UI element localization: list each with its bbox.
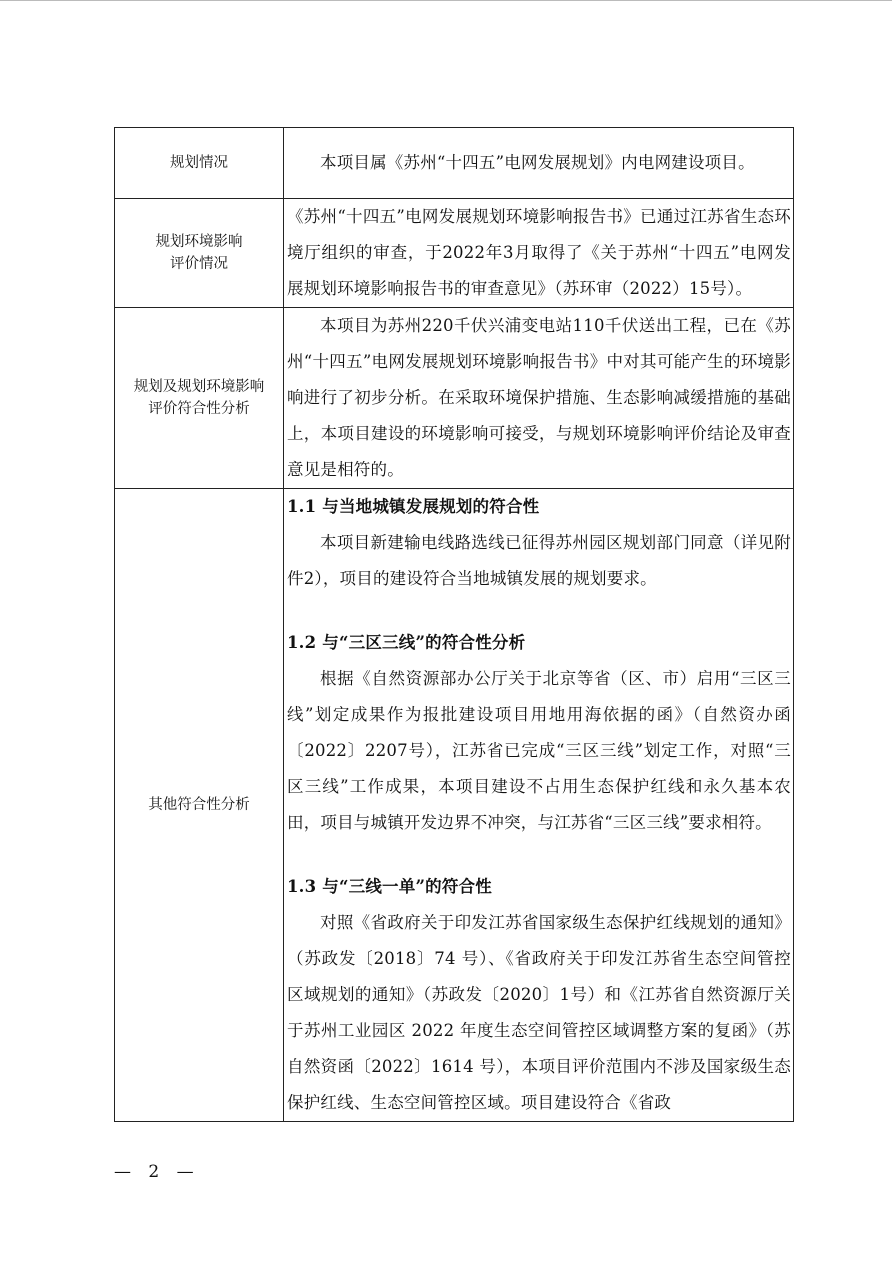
- table-row: [115, 128, 794, 199]
- row-content: [284, 308, 794, 489]
- section-heading: 1.2 与“三区三线”的符合性分析: [287, 633, 526, 652]
- row-label: [115, 199, 284, 308]
- table-row: [115, 489, 794, 1122]
- paragraph: 根据《自然资源部办公厅关于北京等省（区、市）启用“三区三线”划定成果作为报批建设项目用地用海依据的函》（自然资办函〔2022〕2207号），江苏省已完成“三区三线”划定工作，对照“三区三线”工作成果，本项目建设不占用生态保护红线和永久基本农田，项目与城镇开发边界不冲突，与江苏省“三区三线”要求相符。: [287, 669, 791, 832]
- section-heading: 1.3 与“三线一单”的符合性: [287, 877, 492, 896]
- row-content: [284, 199, 794, 308]
- table-row: [115, 199, 794, 308]
- paragraph: 《苏州“十四五”电网发展规划环境影响报告书》已通过江苏省生态环境厅组织的审查，于2022年3月取得了《关于苏州“十四五”电网发展规划环境影响报告书的审查意见》（苏环审（2022）15号）。: [287, 207, 791, 298]
- row-label-line: 规划及规划环境影响: [133, 379, 265, 395]
- row-label: 其他符合性分析: [115, 489, 284, 1122]
- row-label-line: 评价情况: [170, 256, 228, 272]
- paragraph: 本项目新建输电线路选线已征得苏州园区规划部门同意（详见附件2），项目的建设符合当地城镇发展的规划要求。: [287, 533, 791, 588]
- paragraph: 本项目为苏州220千伏兴浦变电站110千伏送出工程，已在《苏州“十四五”电网发展规划环境影响报告书》中对其可能产生的环境影响进行了初步分析。在采取环境保护措施、生态影响减缓措施的基础上，本项目建设的环境影响可接受，与规划环境影响评价结论及审查意见是相符的。: [287, 316, 791, 479]
- page-number: — 2 —: [114, 1162, 200, 1182]
- section-gap: [287, 597, 791, 625]
- row-content: [284, 128, 794, 199]
- planning-analysis-table: [114, 127, 794, 1122]
- row-label: 规划情况: [115, 128, 284, 199]
- row-label-line: 规划环境影响: [155, 234, 243, 250]
- table-row: [115, 308, 794, 489]
- section-gap: [287, 841, 791, 869]
- row-content: [284, 489, 794, 1122]
- paragraph: 对照《省政府关于印发江苏省国家级生态保护红线规划的通知》（苏政发〔2018〕74 号）、《省政府关于印发江苏省生态空间管控区域规划的通知》（苏政发〔2020〕1号）和《江苏省自然资源厅关于苏州工业园区 2022 年度生态空间管控区域调整方案的复函》（苏自然资函〔2022〕1614 号），本项目评价范围内不涉及国家级生态保护红线、生态空间管控区域。项目建设符合《省政: [287, 913, 791, 1112]
- top-border-line: [0, 0, 892, 1]
- row-label-line: 评价符合性分析: [148, 401, 250, 417]
- paragraph: 本项目属《苏州“十四五”电网发展规划》内电网建设项目。: [320, 153, 755, 172]
- row-label: [115, 308, 284, 489]
- section-heading: 1.1 与当地城镇发展规划的符合性: [287, 497, 540, 516]
